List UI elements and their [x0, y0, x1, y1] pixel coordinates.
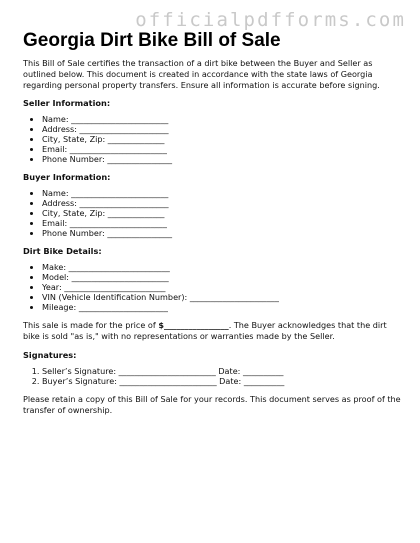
buyer-address-field: • Address: ______________________	[42, 198, 403, 208]
buyer-city-state-zip-field: • City, State, Zip: ______________	[42, 208, 403, 218]
seller-address-field: • Address: ______________________	[42, 124, 403, 134]
seller-name-field: • Name: ________________________	[42, 114, 403, 124]
watermark-logo: officialpdfforms.com	[135, 9, 406, 31]
document-body	[23, 30, 403, 416]
bike-model-field: • Model: ________________________	[42, 272, 403, 282]
seller-section-heading: Seller Information:	[23, 98, 111, 108]
buyer-section-heading: Buyer Information:	[23, 172, 111, 182]
seller-email-field: • Email: ________________________	[42, 144, 403, 154]
buyer-email-field: • Email: ________________________	[42, 218, 403, 228]
bike-section-heading: Dirt Bike Details:	[23, 246, 102, 256]
buyer-signature-line: 2. Buyer’s Signature: ________________________ Date: __________	[42, 376, 403, 386]
price-text-after: . The Buyer acknowledges that the dirt bike is sold "as is," with no representations or warranties made by the Seller.	[23, 320, 387, 341]
bike-year-field: • Year: _________________________	[42, 282, 403, 292]
seller-city-state-zip-field: • City, State, Zip: ______________	[42, 134, 403, 144]
price-blank: $________________	[158, 320, 229, 330]
seller-fields-list	[23, 114, 403, 164]
buyer-phone-field: • Phone Number: ________________	[42, 228, 403, 238]
bike-fields-list	[23, 262, 403, 312]
buyer-name-field: • Name: ________________________	[42, 188, 403, 198]
price-text-before: This sale is made for the price of	[23, 320, 159, 330]
seller-signature-line: 1. Seller’s Signature: ________________________ Date: __________	[42, 366, 403, 376]
buyer-fields-list	[23, 188, 403, 238]
signatures-list	[23, 366, 403, 386]
intro-paragraph: This Bill of Sale certifies the transaction of a dirt bike between the Buyer and Seller as outlined below. This document is created in accordance with the state laws of Georgia regarding personal property transfers. Ensure all information is accurate before signing.	[23, 58, 380, 90]
seller-phone-field: • Phone Number: ________________	[42, 154, 403, 164]
signatures-section-heading: Signatures:	[23, 350, 77, 360]
closing-paragraph: Please retain a copy of this Bill of Sale for your records. This document serves as proof of the transfer of ownership.	[23, 394, 401, 415]
bike-mileage-field: • Mileage: ______________________	[42, 302, 403, 312]
document-title: Georgia Dirt Bike Bill of Sale	[23, 30, 281, 51]
bike-make-field: • Make: _________________________	[42, 262, 403, 272]
bike-vin-field: • VIN (Vehicle Identification Number): ______________________	[42, 292, 403, 302]
price-paragraph	[23, 320, 403, 342]
